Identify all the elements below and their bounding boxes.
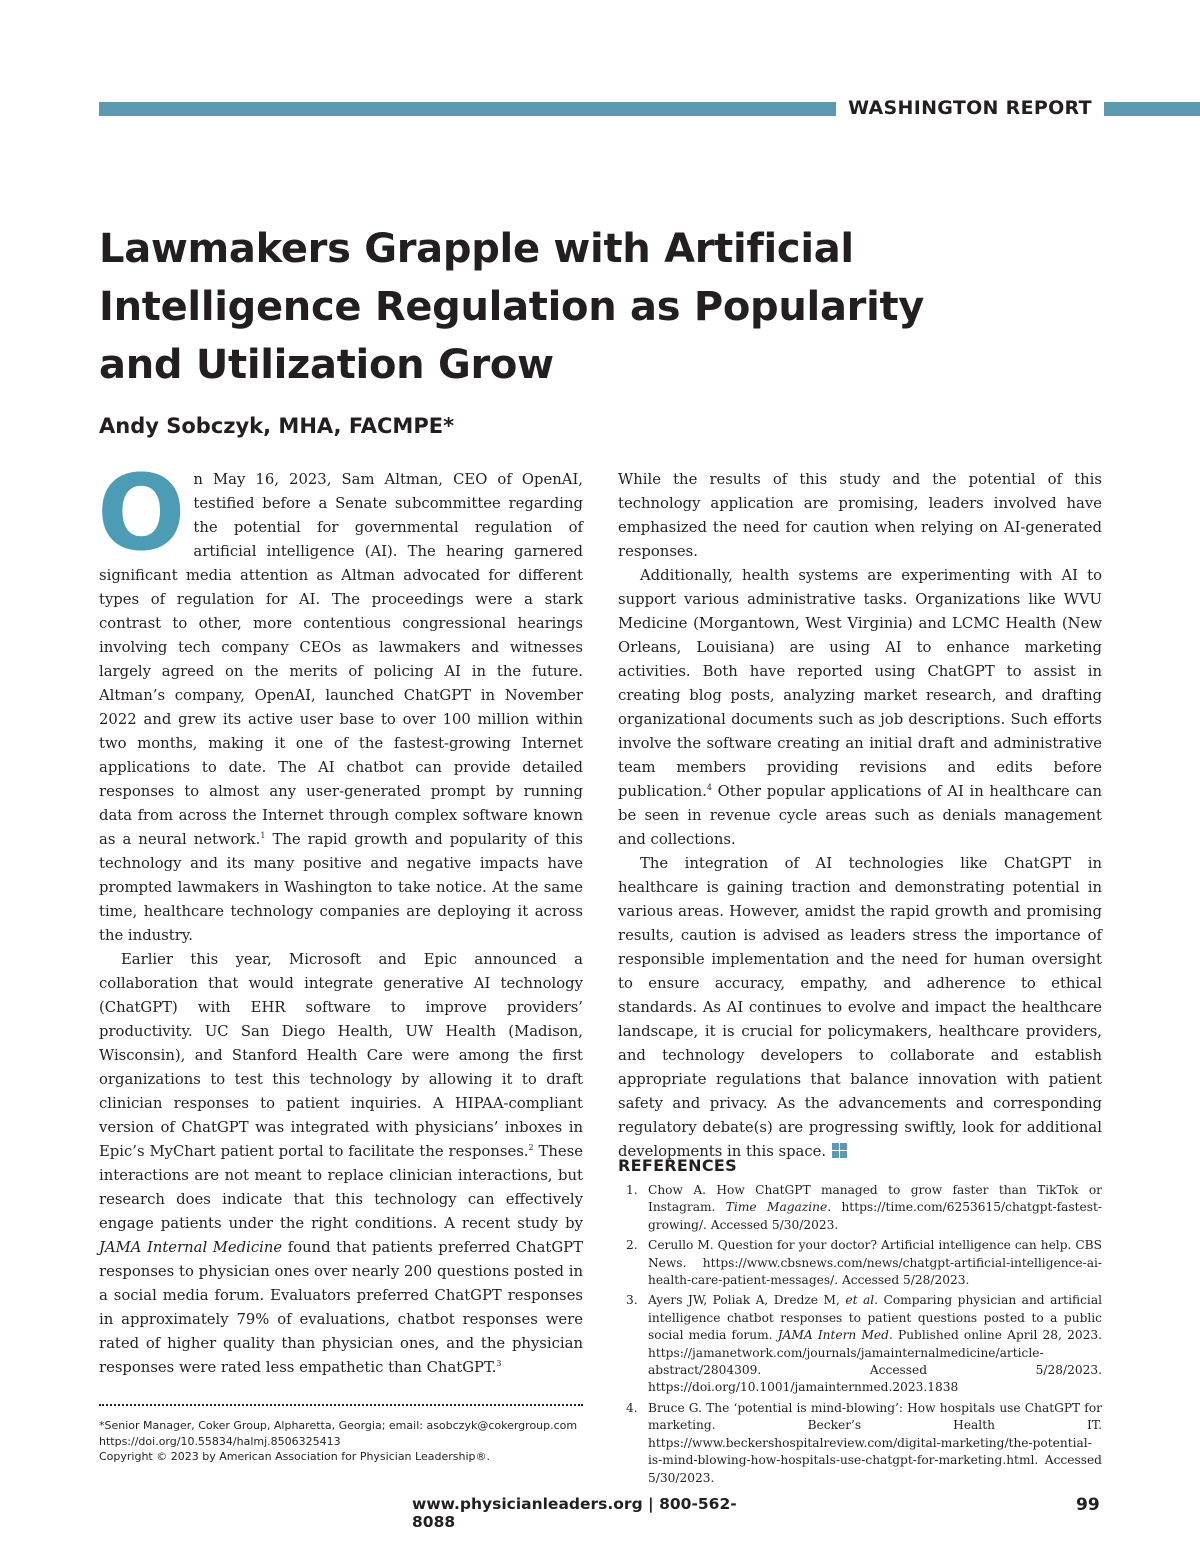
footnote-affiliation: *Senior Manager, Coker Group, Alpharetta, Georgia; email: asobczyk@cokergroup.com xyxy=(99,1419,578,1432)
body-column-right xyxy=(618,468,1102,1164)
paragraph-4: The integration of AI technologies like ChatGPT in healthcare is gaining traction and demonstrating potential in various areas. However, amidst the rapid growth and promising results, caution is advised as leaders stress the importance of responsible implementation and the need for human oversight to ensure accuracy, empathy, and adherence to ethical standards. As AI continues to evolve and impact the healthcare landscape, it is crucial for policymakers, healthcare providers, and technology developers to collaborate and establish appropriate regulations that balance innovation with patient safety and privacy. As the advancements and corresponding regulatory debate(s) are progressing swiftly, look for additional developments in this space. xyxy=(618,855,1102,1160)
section-label: WASHINGTON REPORT xyxy=(848,97,1092,119)
paragraph-3: Additionally, health systems are experimenting with AI to support various administrative tasks. Organizations like WVU Medicine (Morgantown, West Virginia) and LCMC Health (New Orleans, Louisiana) are using AI to enhance marketing activities. Both have reported using ChatGPT to assist in creating blog posts, analyzing market research, and drafting organizational documents such as job descriptions. Such efforts involve the software creating an initial draft and administrative team members providing revisions and edits before publication.$^4$ Other popular applications of AI in healthcare can be seen in revenue cycle areas such as denials management and collections. xyxy=(618,567,1102,848)
paragraph-2: Earlier this year, Microsoft and Epic announced a collaboration that would integrate generative AI technology (ChatGPT) with EHR software to improve providers’ productivity. UC San Diego Health, UW Health (Madison, Wisconsin), and Stanford Health Care were among the first organizations to test this technology by allowing it to draft clinician responses to patient inquiries. A HIPAA-compliant version of ChatGPT was integrated with physicians’ inboxes in Epic’s MyChart patient portal to facilitate the responses.$^2$ These interactions are not meant to replace clinician interactions, but research does indicate that this technology can effectively engage patients under the right conditions. A recent study by JAMA Internal Medicine found that patients preferred ChatGPT responses to physician ones over nearly 200 questions posted in a social media forum. Evaluators preferred ChatGPT responses in approximately 79% of evaluations, chatbot responses were rated of higher quality than physician ones, and the physician responses were rated less empathetic than ChatGPT.$^3$ xyxy=(99,951,584,1376)
body-column-left xyxy=(97,452,584,1380)
footnote-copyright: Copyright © 2023 by American Association for Physician Leadership®. xyxy=(99,1450,490,1463)
header-accent-bar-right xyxy=(1104,102,1200,116)
paragraph-2-tail: While the results of this study and the potential of this technology application are promising, leaders involved have emphasized the need for caution when relying on AI-generated responses. xyxy=(618,471,1102,560)
reference-item: 2. Cerullo M. Question for your doctor? Artificial intelligence can help. CBS News. https://www.cbsnews.com/news/chatgpt-artificial-intelligence-ai-health-care-patient-messages/. Accessed 5/28/2023. xyxy=(626,1238,1102,1288)
reference-item: 4. Bruce G. The ‘potential is mind-blowing’: How hospitals use ChatGPT for marketing. Becker’s Health IT. https://www.beckershospitalreview.com/digital-marketing/the-potential-is-mind-blowing-how-hospitals-use-chatgpt-for-marketing.html. Accessed 5/30/2023. xyxy=(626,1400,1102,1485)
header-accent-bar-left xyxy=(99,102,836,116)
article-author: Andy Sobczyk, MHA, FACMPE* xyxy=(99,414,455,438)
reference-item: 1. Chow A. How ChatGPT managed to grow faster than TikTok or Instagram. Time Magazine. https://time.com/6253615/chatgpt-fastest-growing/. Accessed 5/30/2023. xyxy=(626,1183,1102,1232)
page-number: 99 xyxy=(1076,1495,1100,1515)
references-heading: REFERENCES xyxy=(618,1156,737,1175)
footnote-divider xyxy=(99,1404,583,1406)
references-list xyxy=(618,1182,1102,1490)
author-footnote xyxy=(99,1418,599,1465)
reference-item: 3. Ayers JW, Poliak A, Dredze M, et al. Comparing physician and artificial intelligence chatbot responses to patient questions posted to a public social media forum. JAMA Intern Med. Published online April 28, 2023. https://jamanetwork.com/journals/jamainternalmedicine/article-abstract/2804309. Accessed 5/28/2023. https://doi.org/10.1001/jamainternmed.2023.1838 xyxy=(626,1293,1102,1395)
footer-contact[interactable]: www.physicianleaders.org | 800-562-8088 xyxy=(412,1495,737,1531)
article-title: Lawmakers Grapple with Artificial Intelligence Regulation as Popularity and Utilization Grow xyxy=(99,226,925,388)
paragraph-1: On May 16, 2023, Sam Altman, CEO of OpenAI, testified before a Senate subcommittee regarding the potential for governmental regulation of artificial intelligence (AI). The hearing garnered significant media attention as Altman advocated for different types of regulation for AI. The proceedings were a stark contrast to other, more contentious congressional hearings involving tech company CEOs as lawmakers and witnesses largely agreed on the merits of policing AI in the future. Altman’s company, OpenAI, launched ChatGPT in November 2022 and grew its active user base to over 100 million within two months, making it one of the fastest-growing Internet applications to date. The AI chatbot can provide detailed responses to almost any user-generated prompt by running data from across the Internet through complex software known as a neural network.$^1$ The rapid growth and popularity of this technology and its many positive and negative impacts have prompted lawmakers in Washington to take notice. At the same time, healthcare technology companies are deploying it across the industry. xyxy=(97,452,584,944)
end-of-article-icon xyxy=(832,1143,847,1158)
footnote-doi[interactable]: https://doi.org/10.55834/halmj.8506325413 xyxy=(99,1434,341,1448)
dropcap: O xyxy=(97,452,186,574)
